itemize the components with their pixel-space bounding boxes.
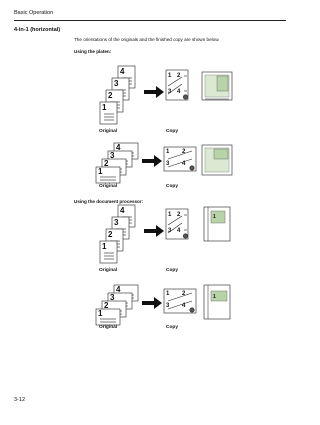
copy-page-2: 2 [182, 291, 186, 297]
original-page-3: 3 [114, 79, 119, 88]
original-page-2: 2 [104, 159, 109, 168]
copy-page-2: 2 [177, 73, 181, 79]
original-page-3: 3 [110, 293, 115, 302]
original-page-2: 2 [108, 91, 113, 100]
copy-page-3: 3 [166, 161, 170, 167]
label-copy: Copy [166, 268, 178, 273]
original-page-4: 4 [120, 67, 125, 76]
copy-page-2: 2 [182, 149, 186, 155]
label-copy: Copy [166, 129, 178, 134]
copy-page-1: 1 [166, 291, 170, 297]
copy-page-4: 4 [177, 89, 181, 95]
copy-page-4: 4 [182, 161, 186, 167]
copy-page-1: 1 [168, 212, 172, 218]
label-copy: Copy [166, 184, 178, 189]
original-page-1: 1 [102, 103, 107, 112]
processor-subheading: Using the document processor: [74, 199, 144, 204]
label-original: Original [99, 325, 118, 330]
label-original: Original [99, 268, 118, 273]
copy-page-1: 1 [166, 149, 170, 155]
section-title: 4-in-1 (horizontal) [14, 27, 61, 33]
original-page-4: 4 [116, 143, 121, 152]
document-processor-diagram [204, 207, 230, 241]
copy-page-1: 1 [168, 73, 172, 79]
original-stack [100, 205, 135, 263]
processor-page-1: 1 [213, 294, 216, 300]
copy-page-3: 3 [168, 228, 172, 234]
label-original: Original [99, 129, 118, 134]
page-header: Basic Operation [14, 10, 54, 16]
document-processor-diagram [204, 285, 230, 319]
label-original: Original [99, 184, 118, 189]
copy-page-3: 3 [168, 89, 172, 95]
copy-page-2: 2 [177, 212, 181, 218]
platen-diagram [202, 145, 232, 175]
original-page-1: 1 [98, 309, 103, 318]
arrow-icon [144, 225, 164, 237]
original-page-1: 1 [102, 242, 107, 251]
processor-page-1: 1 [213, 214, 216, 220]
original-page-3: 3 [114, 218, 119, 227]
label-copy: Copy [166, 325, 178, 330]
arrow-icon [142, 297, 162, 309]
original-page-2: 2 [108, 230, 113, 239]
original-page-2: 2 [104, 301, 109, 310]
original-stack [100, 66, 135, 124]
copy-page-3: 3 [166, 303, 170, 309]
header-rule [14, 20, 286, 21]
copy-page-4: 4 [182, 303, 186, 309]
figure-processor-portrait [84, 203, 254, 273]
copy-page-4: 4 [177, 228, 181, 234]
original-page-4: 4 [120, 206, 125, 215]
intro-text: The orientations of the originals and the finished copy are shown below. [74, 37, 220, 42]
original-page-1: 1 [98, 167, 103, 176]
arrow-icon [144, 86, 164, 98]
original-page-4: 4 [116, 285, 121, 294]
figure-processor-landscape [84, 281, 254, 351]
platen-subheading: Using the platen: [74, 49, 112, 54]
page-number: 3-12 [14, 397, 26, 403]
figure-platen-portrait [84, 64, 254, 134]
original-page-3: 3 [110, 151, 115, 160]
platen-diagram [202, 72, 232, 100]
arrow-icon [142, 155, 162, 167]
